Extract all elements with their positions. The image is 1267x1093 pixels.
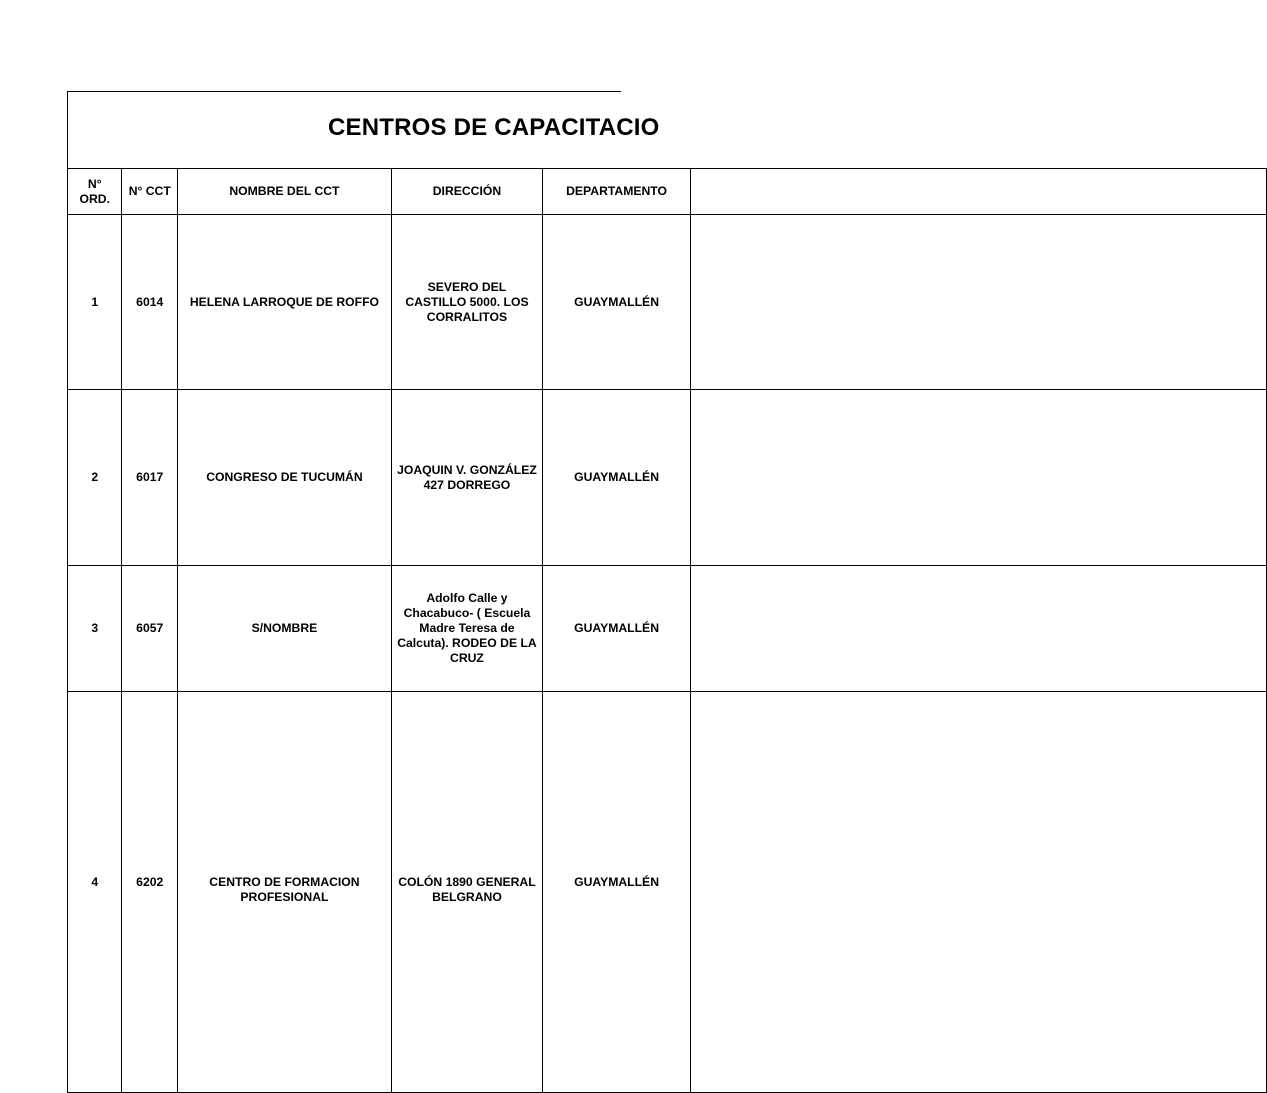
cell-direccion: SEVERO DEL CASTILLO 5000. LOS CORRALITOS (391, 215, 542, 390)
cell-departamento: GUAYMALLÉN (543, 566, 691, 692)
cell-direccion: Adolfo Calle y Chacabuco- ( Escuela Madre Teresa de Calcuta). RODEO DE LA CRUZ (391, 566, 542, 692)
header-nombre: NOMBRE DEL CCT (178, 169, 392, 215)
cell-direccion-text: COLÓN 1890 GENERAL BELGRANO (398, 875, 536, 904)
cell-ord: 1 (68, 215, 122, 390)
cell-cut-off (691, 692, 1267, 1093)
sheet-title: CENTROS DE CAPACITACIO (328, 114, 660, 141)
title-row (67, 91, 660, 169)
cell-cut-off (691, 215, 1267, 390)
table-row (68, 692, 1267, 1093)
cell-cut-off (691, 566, 1267, 692)
table-row (68, 566, 1267, 692)
cell-cct (122, 692, 178, 1093)
cell-ord (68, 692, 122, 1093)
header-departamento: DEPARTAMENTO (543, 169, 691, 215)
cell-cct-text: 6202 (136, 875, 164, 889)
table-viewport (67, 91, 667, 919)
table-row (68, 390, 1267, 566)
cell-ord: 3 (68, 566, 122, 692)
cell-cct: 6014 (122, 215, 178, 390)
cell-cct: 6057 (122, 566, 178, 692)
cell-cut-off (691, 390, 1267, 566)
cell-nombre-text: CENTRO DE FORMACION PROFESIONAL (209, 875, 360, 904)
cell-nombre: HELENA LARROQUE DE ROFFO (178, 215, 392, 390)
centers-table (67, 168, 1267, 1093)
header-ord: N° ORD. (68, 169, 122, 215)
cell-ord: 2 (68, 390, 122, 566)
header-direccion: DIRECCIÓN (391, 169, 542, 215)
header-cct: N° CCT (122, 169, 178, 215)
cell-departamento-text: GUAYMALLÉN (574, 875, 659, 889)
cell-departamento (543, 692, 691, 1093)
cell-cct: 6017 (122, 390, 178, 566)
cell-direccion (391, 692, 542, 1093)
cell-departamento: GUAYMALLÉN (543, 215, 691, 390)
table-row (68, 215, 1267, 390)
header-cut-off (691, 169, 1267, 215)
cell-ord-text: 4 (91, 875, 99, 889)
header-row (68, 169, 1267, 215)
cell-direccion: JOAQUIN V. GONZÁLEZ 427 DORREGO (391, 390, 542, 566)
cell-nombre: S/NOMBRE (178, 566, 392, 692)
cell-departamento: GUAYMALLÉN (543, 390, 691, 566)
cell-nombre (178, 692, 392, 1093)
cell-nombre: CONGRESO DE TUCUMÁN (178, 390, 392, 566)
